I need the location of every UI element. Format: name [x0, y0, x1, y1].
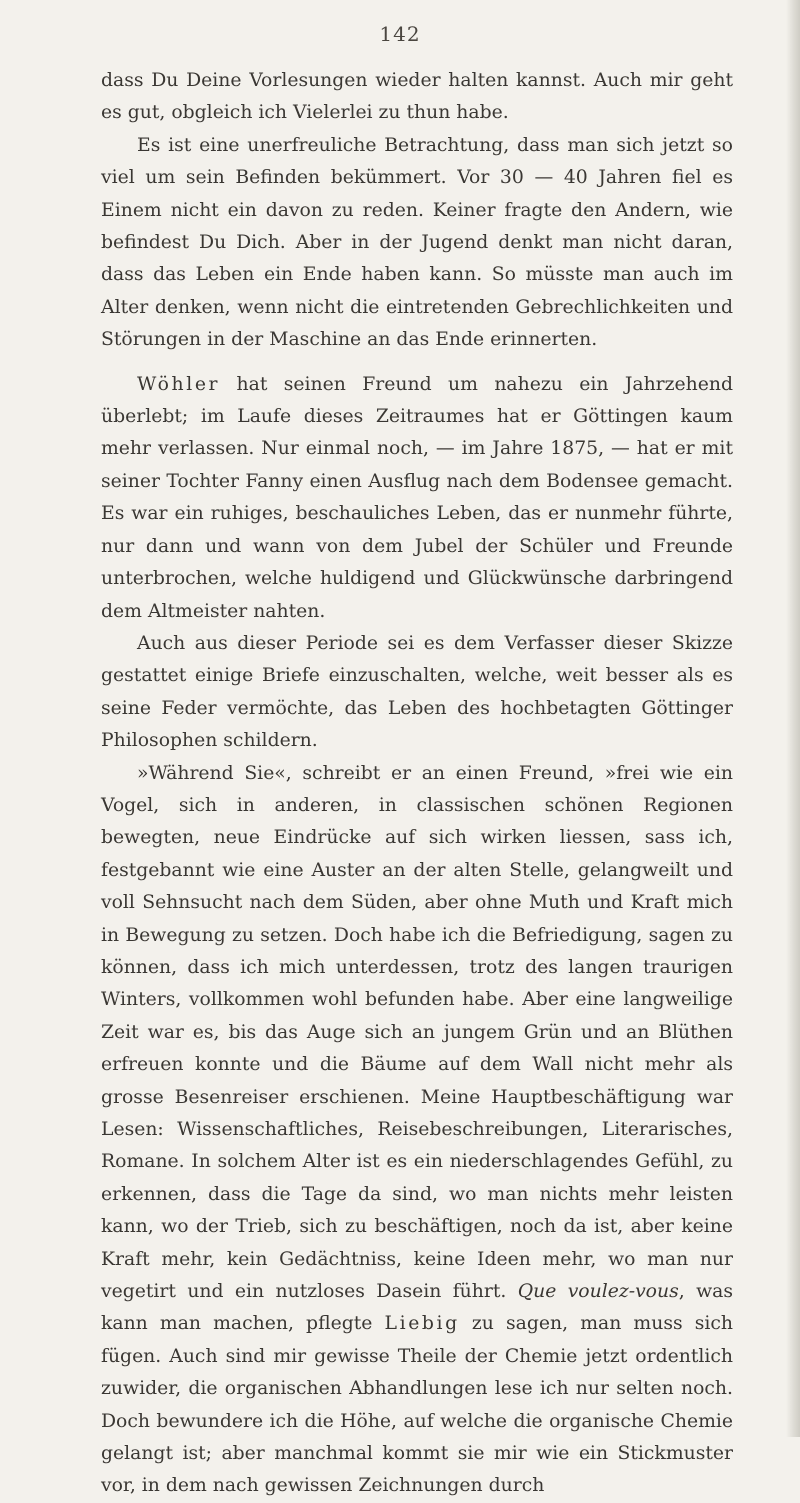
person-name-liebig: Liebig	[384, 1313, 460, 1335]
page-edge-shadow	[786, 0, 800, 1437]
paragraph-continuation: dass Du Deine Vorlesungen wieder halten kannst. Auch mir geht es gut, obgleich ich Vielerlei zu thun habe.	[101, 70, 733, 124]
body-text	[101, 65, 733, 1503]
person-name-woehler: Wöhler	[137, 373, 221, 395]
letter-text-part2: , was kann man machen, pflegte	[101, 1281, 733, 1335]
paragraph-letters-intro: Auch aus dieser Periode sei es dem Verfasser dieser Skizze gestattet einige Briefe einzuschalten, welche, weit besser als es seine Feder vermöchte, das Leben des hochbetagten Göttinger Philosophen schildern.	[101, 632, 733, 752]
paragraph-woehler-later-years	[101, 369, 733, 628]
paragraph-letter-quote	[101, 758, 733, 1503]
paragraph-woehler-text: hat seinen Freund um nahezu ein Jahrzehend überlebt; im Laufe dieses Zeitraumes hat er Göttingen kaum mehr verlassen. Nur einmal noch, — im Jahre 1875, — hat er mit seiner Tochter Fanny einen Ausflug nach dem Bodensee gemacht. Es war ein ruhiges, beschauliches Leben, das er nunmehr führte, nur dann und wann von dem Jubel der Schüler und Freunde unterbrochen, welche huldigend und Glückwünsche darbringend dem Altmeister nahten.	[101, 373, 733, 622]
letter-french-quote: Que voulez-vous	[517, 1281, 679, 1303]
letter-text-part3: zu sagen, man muss sich fügen. Auch sind mir gewisse Theile der Chemie jetzt ordentlich zuwider, die organischen Abhandlungen lese ich nur selten noch. Doch bewundere ich die Höhe, auf welche die organische Chemie gelangt ist; aber manchmal kommt sie mir wie ein Stickmuster vor, in dem nach gewissen Zeichnungen durch	[101, 1313, 733, 1497]
paragraph-health: Es ist eine unerfreuliche Betrachtung, dass man sich jetzt so viel um sein Befinden bekümmert. Vor 30 — 40 Jahren fiel es Einem nicht ein davon zu reden. Keiner fragte den Andern, wie befindest Du Dich. Aber in der Jugend denkt man nicht daran, dass das Leben ein Ende haben kann. So müsste man auch im Alter denken, wenn nicht die eintretenden Gebrechlichkeiten und Störungen in der Maschine an das Ende erinnerten.	[101, 134, 733, 351]
page-number: 142	[379, 22, 421, 46]
letter-text-part1: »Während Sie«, schreibt er an einen Freund, »frei wie ein Vogel, sich in anderen, in classischen schönen Regionen bewegten, neue Eindrücke auf sich wirken liessen, sass ich, festgebannt wie eine Auster an der alten Stelle, gelangweilt und voll Sehnsucht nach dem Süden, aber ohne Muth und Kraft mich in Bewegung zu setzen. Doch habe ich die Befriedigung, sagen zu können, dass ich mich unterdessen, trotz des langen traurigen Winters, vollkommen wohl befunden habe. Aber eine langweilige Zeit war es, bis das Auge sich an jungem Grün und an Blüthen erfreuen konnte und die Bäume auf dem Wall nicht mehr als grosse Besenreiser erschienen. Meine Hauptbeschäftigung war Lesen: Wissenschaftliches, Reisebeschreibungen, Literarisches, Romane. In solchem Alter ist es ein niederschlagendes Gefühl, zu erkennen, dass die Tage da sind, wo man nichts mehr leisten kann, wo der Trieb, sich zu beschäftigen, noch da ist, aber keine Kraft mehr, kein Gedächtniss, keine Ideen mehr, wo man nur vegetirt und ein nutzloses Dasein führt.	[101, 762, 733, 1303]
